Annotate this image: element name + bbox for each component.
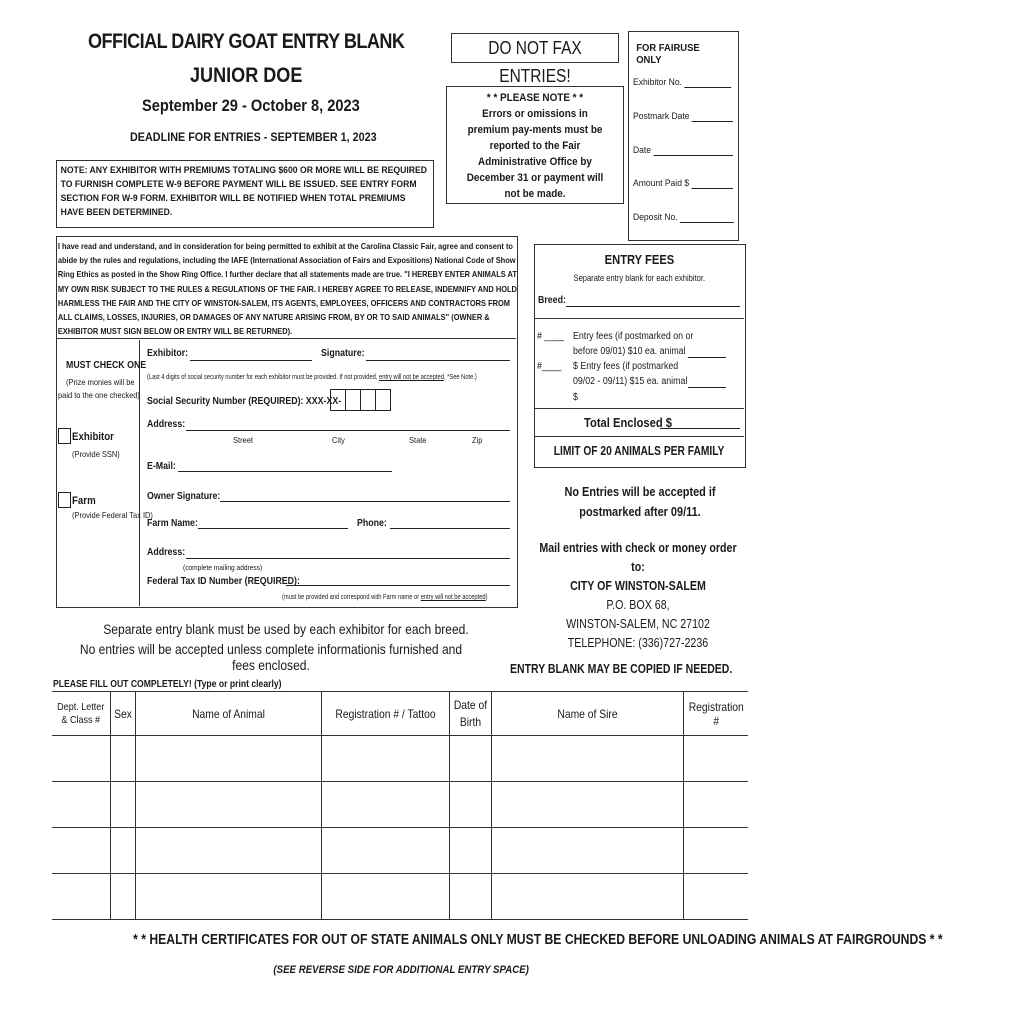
phone-label: Phone: [357,518,387,529]
total-divider [534,408,744,409]
ssn-digit-2[interactable] [346,389,361,411]
amount-paid-row: Amount Paid $ [633,178,733,189]
table-cell[interactable] [449,736,491,782]
signature-label: Signature: [321,348,365,359]
prize-note-1: (Prize monies will be [66,377,135,387]
fee2-line3: $ [573,392,578,403]
separate-blank-note: Separate entry blank must be used by each exhibitor for each breed. [103,621,469,637]
fee1-count: # ____ [537,331,564,342]
email-label: E-Mail: [147,461,176,472]
date-row: Date [633,145,733,156]
deposit-no-row: Deposit No. [633,212,734,223]
mailing-info: Mail entries with check or money order to: CITY OF WINSTON-SALEM P.O. BOX 68, WINSTON-SALEM, NC 27102 TELEPHONE: (336)727-2236 [539,540,737,650]
table-header-row [52,692,748,736]
col-sire-name: Name of Sire [491,692,683,736]
exhibitor-field[interactable] [190,360,312,361]
prize-note-2: paid to the one checked) [58,390,140,400]
ssn-digit-4[interactable] [376,389,391,411]
farm-checkbox[interactable] [58,492,71,508]
tax-id-note: (must be provided and correspond with Farm name or entry will not be accepted) [282,592,488,601]
table-cell[interactable] [491,828,683,874]
col-dept-class: Dept. Letter & Class # [52,692,110,736]
owner-signature-label: Owner Signature: [147,491,221,502]
tax-id-field[interactable] [286,585,510,586]
provide-tax-label: (Provide Federal Tax ID) [72,510,153,520]
agreement-text: I have read and understand, and in consideration for being permitted to exhibit at the Carolina Classic Fair, agree and consent to abide by the rules and regulations, including the IAFE (International Association of Fairs and Expositions) National Code of Show Ring Ethics as posted in the Show Ring Office. I further declare that all statements made are true. "I HEREBY ENTER ANIMALS AT MY OWN RISK SUBJECT TO THE RULES & REGULATIONS OF THE FAIR. I HEREBY AGREE TO RELEASE, INDEMNIFY AND HOLD HARMLESS THE FAIR AND THE CITY OF WINSTON-SALEM, ITS AGENTS, EMPLOYEES, OFFICERS AND CONTRACTORS FROM ALL CLAIMS, LOSSES, INJURIES, OR DAMAGES OF ANY NATURE ARISING FROM, BY OR TO SAID ANIMALS" (OWNER & EXHIBITOR MUST SIGN BELOW OR ENTRY WILL BE RETURNED). [57,242,517,337]
form-subtitle: JUNIOR DOE [190,64,303,87]
entry-table [52,691,748,920]
payee-column [56,340,153,606]
no-fax-text: DO NOT FAX ENTRIES! [488,38,582,86]
agreement-section [56,240,516,336]
table-cell[interactable] [491,736,683,782]
table-cell[interactable] [683,874,748,920]
fill-out-note: PLEASE FILL OUT COMPLETELY! (Type or print clearly) [53,678,282,690]
form-title: OFFICIAL DAIRY GOAT ENTRY BLANK [88,30,405,53]
table-cell[interactable] [683,736,748,782]
table-cell[interactable] [491,874,683,920]
entry-fees-sub: Separate entry blank for each exhibitor. [573,273,705,283]
ssn-note: (Last 4 digits of social security number for each exhibitor must be provided. If not provided, entry will not be accepted. *See Note.) [147,372,477,381]
limit-text: LIMIT OF 20 ANIMALS PER FAMILY [553,444,725,458]
col-animal-name: Name of Animal [135,692,321,736]
fees-divider [534,318,744,319]
table-cell[interactable] [321,874,449,920]
table-cell[interactable] [135,874,321,920]
fair-use-title: FOR FAIRUSE ONLY [636,42,700,66]
signature-field[interactable] [366,360,510,361]
table-cell[interactable] [321,782,449,828]
table-cell[interactable] [110,828,135,874]
fee2-amount-field[interactable] [688,387,726,388]
limit-divider [534,436,744,437]
no-fax-banner [451,33,619,86]
fee1-line1: Entry fees (if postmarked on or [573,331,694,342]
table-cell[interactable] [135,782,321,828]
breed-field[interactable] [566,306,740,307]
table-cell[interactable] [52,736,110,782]
table-cell[interactable] [683,828,748,874]
complete-info-note: No entries will be accepted unless complete informationis furnished and fees enclosed. [79,641,463,673]
table-row [52,874,748,920]
exhibitor-no-field[interactable] [684,87,731,88]
date-field[interactable] [653,155,732,156]
fee2-line2: 09/02 - 09/11) $15 ea. animal [573,376,688,387]
entry-fees-title: ENTRY FEES [604,252,674,267]
address-label: Address: [147,419,186,430]
deposit-no-field[interactable] [680,222,734,223]
phone-field[interactable] [390,528,510,529]
table-cell[interactable] [449,828,491,874]
table-cell[interactable] [135,828,321,874]
postmark-date-field[interactable] [692,121,733,122]
copy-note: ENTRY BLANK MAY BE COPIED IF NEEDED. [510,662,733,676]
col-sex: Sex [110,692,135,736]
please-note-title: * * PLEASE NOTE * * [486,92,584,104]
ssn-digit-3[interactable] [361,389,376,411]
city-caption: City [332,435,345,445]
table-cell[interactable] [321,736,449,782]
zip-caption: Zip [472,435,483,445]
w9-note: NOTE: ANY EXHIBITOR WITH PREMIUMS TOTALING $600 OR MORE WILL BE REQUIRED TO FURNISH COMPLETE W-9 BEFORE PAYMENT WILL BE ISSUED. SEE ENTRY FORM SECTION FOR W-9 FORM. EXHIBITOR WILL BE NOTIFIED WHEN TOTAL PREMIUMS HAVE BEEN DETERMINED. [60,165,427,218]
postmark-date-row: Postmark Date [633,111,733,122]
please-note-body: Errors or omissions in premium pay-ments must be reported to the Fair Administrative Office by December 31 or payment will not be made. [466,108,604,200]
farm-option-label: Farm [72,495,96,507]
table-cell[interactable] [52,874,110,920]
mailing-address-label: Address: [147,547,186,558]
table-cell[interactable] [321,828,449,874]
ssn-digit-boxes [330,389,391,411]
ssn-digit-1[interactable] [330,389,346,411]
exhibitor-option-label: Exhibitor [72,431,114,443]
total-enclosed-label: Total Enclosed $ [584,415,673,430]
address-field[interactable] [186,430,510,431]
fee2-count: #____ [537,361,562,372]
entry-deadline: DEADLINE FOR ENTRIES - SEPTEMBER 1, 2023 [130,130,377,144]
tax-id-label: Federal Tax ID Number (REQUIRED): [147,576,300,587]
table-cell[interactable] [52,782,110,828]
reverse-side-note: (SEE REVERSE SIDE FOR ADDITIONAL ENTRY SPACE) [273,964,529,976]
table-cell[interactable] [110,782,135,828]
fee1-amount-field[interactable] [688,357,726,358]
table-cell[interactable] [491,782,683,828]
table-cell[interactable] [52,828,110,874]
breed-label: Breed: [538,295,566,306]
state-caption: State [409,435,427,445]
table-cell[interactable] [135,736,321,782]
total-enclosed-field[interactable] [660,428,740,429]
farm-name-field[interactable] [198,528,348,529]
fee2-line1: $ Entry fees (if postmarked [573,361,679,372]
farm-name-label: Farm Name: [147,518,198,529]
table-row [52,782,748,828]
mailing-caption: (complete mailing address) [183,563,263,572]
mailing-address-field[interactable] [186,558,510,559]
col-registration-tattoo: Registration # / Tattoo [321,692,449,736]
please-note-box [446,86,624,204]
table-row [52,736,748,782]
table-cell[interactable] [449,874,491,920]
fair-dates: September 29 - October 8, 2023 [142,96,360,115]
must-check-label: MUST CHECK ONE [66,360,147,371]
owner-signature-field[interactable] [220,501,510,502]
table-cell[interactable] [110,874,135,920]
table-cell[interactable] [110,736,135,782]
no-entries-notice: No Entries will be accepted if postmarked after 09/11. [564,484,716,519]
w9-note-box [56,160,434,228]
fair-use-box [628,31,739,241]
table-row [52,828,748,874]
health-certificate-note: * * HEALTH CERTIFICATES FOR OUT OF STATE ANIMALS ONLY MUST BE CHECKED BEFORE UNLOADING ANIMALS AT FAIRGROUNDS * * [133,932,943,948]
exhibitor-label: Exhibitor: [147,348,189,359]
exhibitor-no-row: Exhibitor No. [633,77,731,88]
agreement-divider [56,338,516,339]
email-field[interactable] [178,471,392,472]
table-cell[interactable] [449,782,491,828]
col-sire-registration: Registration # [683,692,748,736]
table-cell[interactable] [683,782,748,828]
col-date-of-birth: Date of Birth [449,692,491,736]
amount-paid-field[interactable] [691,188,732,189]
fee1-line2: before 09/01) $10 ea. animal [573,346,686,357]
street-caption: Street [233,435,253,445]
exhibitor-checkbox[interactable] [58,428,71,444]
ssn-label: Social Security Number (REQUIRED): XXX-XX- [147,396,342,407]
provide-ssn-label: (Provide SSN) [72,449,120,459]
